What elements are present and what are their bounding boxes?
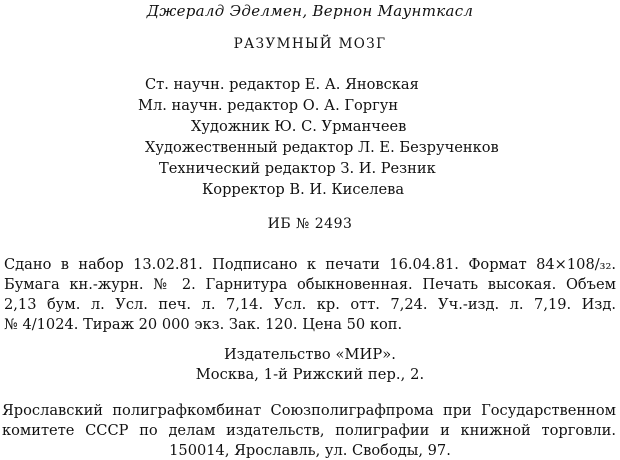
imprint-line: 2,13 бум. л. Усл. печ. л. 7,14. Усл. кр. отт. 7,24. Уч.-изд. л. 7,19. Изд. — [4, 296, 616, 313]
imprint-line: Бумага кн.-журн. № 2. Гарнитура обыкновенная. Печать высокая. Объем — [4, 276, 616, 293]
credit-art-editor: Художественный редактор Л. Е. Безрученков — [145, 139, 499, 156]
printer-line: комитете СССР по делам издательств, полиграфии и книжной торговли. — [2, 422, 616, 439]
credit-senior-editor: Ст. научн. редактор Е. А. Яновская — [145, 76, 419, 93]
printer-line: 150014, Ярославль, ул. Свободы, 97. — [169, 442, 451, 459]
credit-artist: Художник Ю. С. Урманчеев — [191, 118, 407, 135]
imprint-line: № 4/1024. Тираж 20 000 экз. Зак. 120. Цена 50 коп. — [4, 316, 403, 333]
printer-line: Ярославский полиграфкомбинат Союзполиграфпрома при Государственном — [2, 402, 616, 419]
imprint-line: Сдано в набор 13.02.81. Подписано к печати 16.04.81. Формат 84×108/₃₂. — [4, 256, 616, 273]
publisher-name: Издательство «МИР». — [223, 346, 397, 363]
credit-junior-editor: Мл. научн. редактор О. А. Горгун — [138, 97, 399, 114]
credit-proofreader: Корректор В. И. Киселева — [202, 181, 405, 198]
authors-line: Джералд Эделмен, Вернон Маунткасл — [146, 2, 474, 20]
ib-number: ИБ № 2493 — [267, 216, 353, 232]
publisher-address: Москва, 1-й Рижский пер., 2. — [195, 366, 425, 383]
book-title: РАЗУМНЫЙ МОЗГ — [233, 36, 387, 52]
credit-technical-editor: Технический редактор З. И. Резник — [159, 160, 436, 177]
